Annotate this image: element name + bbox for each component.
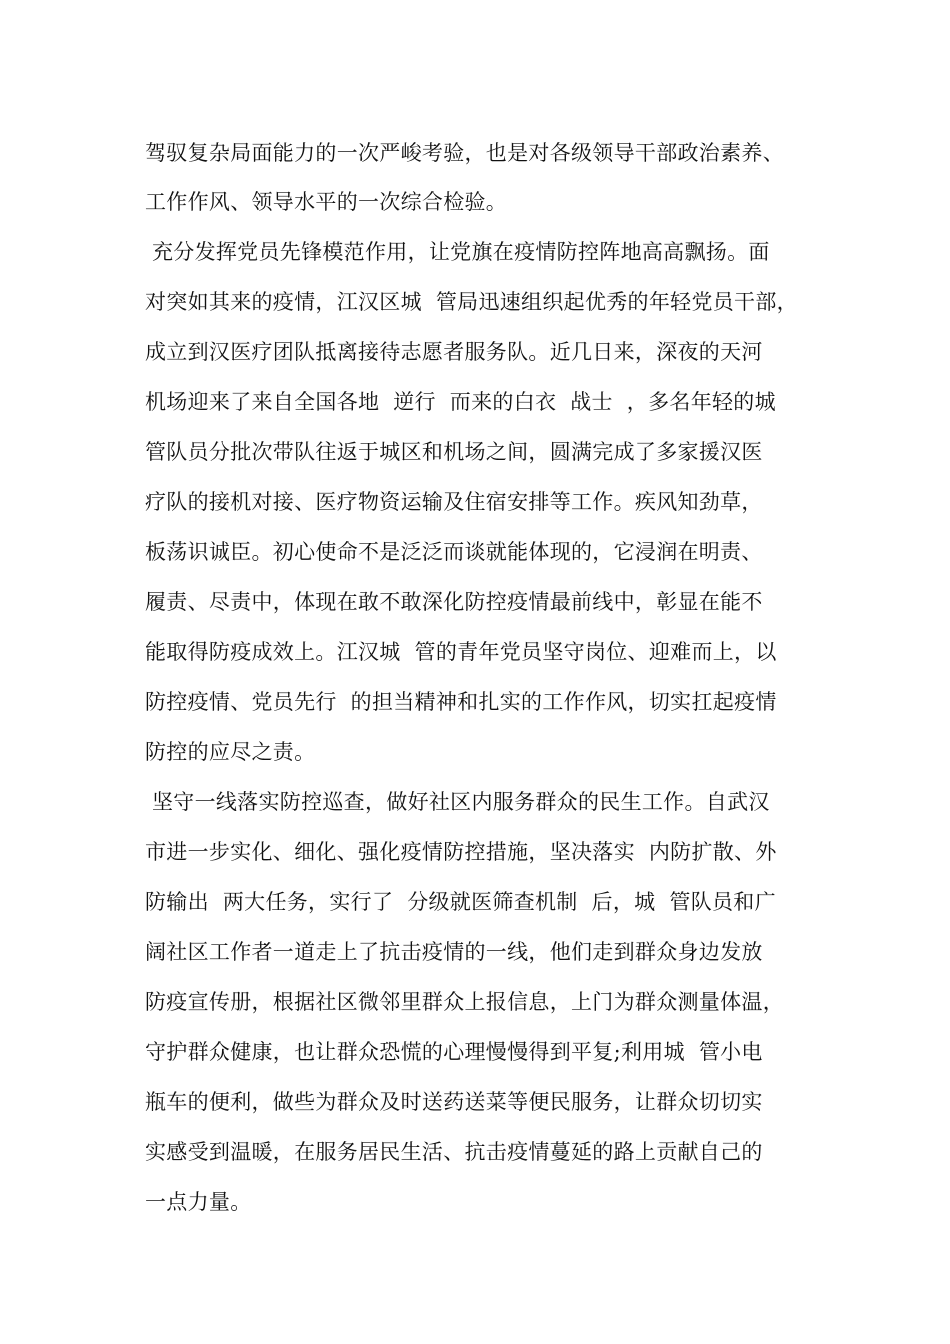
text-line: 防疫宣传册，根据社区微邻里群众上报信息，上门为群众测量体温， <box>145 990 784 1014</box>
text-line: 守护群众健康，也让群众恐慌的心理慢慢得到平复;利用城 管小电 <box>145 1040 763 1064</box>
text-line: 疗队的接机对接、医疗物资运输及住宿安排等工作。疾风知劲草， <box>145 490 763 514</box>
text-line: 市进一步实化、细化、强化疫情防控措施，坚决落实 内防扩散、外 <box>145 840 777 864</box>
text-line: 对突如其来的疫情，江汉区城 管局迅速组织起优秀的年轻党员干部， <box>145 290 798 314</box>
text-line: 机场迎来了来自全国各地 逆行 而来的白衣 战士 ，多名年轻的城 <box>145 390 776 414</box>
text-line: 履责、尽责中，体现在敢不敢深化防控疫情最前线中，彰显在能不 <box>145 590 763 614</box>
text-line: 管队员分批次带队往返于城区和机场之间，圆满完成了多家援汉医 <box>145 440 763 464</box>
text-line: 防控的应尽之责。 <box>145 740 316 764</box>
text-line: 瓶车的便利，做些为群众及时送药送菜等便民服务，让群众切切实 <box>145 1090 763 1114</box>
text-line: 防输出 两大任务，实行了 分级就医筛查机制 后，城 管队员和广 <box>145 890 776 914</box>
text-line: 坚守一线落实防控巡查，做好社区内服务群众的民生工作。自武汉 <box>145 790 770 814</box>
text-line: 防控疫情、党员先行 的担当精神和扎实的工作作风，切实扛起疫情 <box>145 690 777 714</box>
text-line: 成立到汉医疗团队抵离接待志愿者服务队。近几日来，深夜的天河 <box>145 340 763 364</box>
text-line: 工作作风、领导水平的一次综合检验。 <box>145 190 508 214</box>
text-line: 板荡识诚臣。初心使命不是泛泛而谈就能体现的，它浸润在明责、 <box>145 540 763 564</box>
text-line: 一点力量。 <box>145 1190 252 1214</box>
text-line: 能取得防疫成效上。江汉城 管的青年党员坚守岗位、迎难而上，以 <box>145 640 777 664</box>
text-line: 充分发挥党员先锋模范作用，让党旗在疫情防控阵地高高飘扬。面 <box>145 240 770 264</box>
text-line: 阔社区工作者一道走上了抗击疫情的一线，他们走到群众身边发放 <box>145 940 763 964</box>
text-line: 驾驭复杂局面能力的一次严峻考验，也是对各级领导干部政治素养、 <box>145 141 784 165</box>
text-line: 实感受到温暖，在服务居民生活、抗击疫情蔓延的路上贡献自己的 <box>145 1140 763 1164</box>
